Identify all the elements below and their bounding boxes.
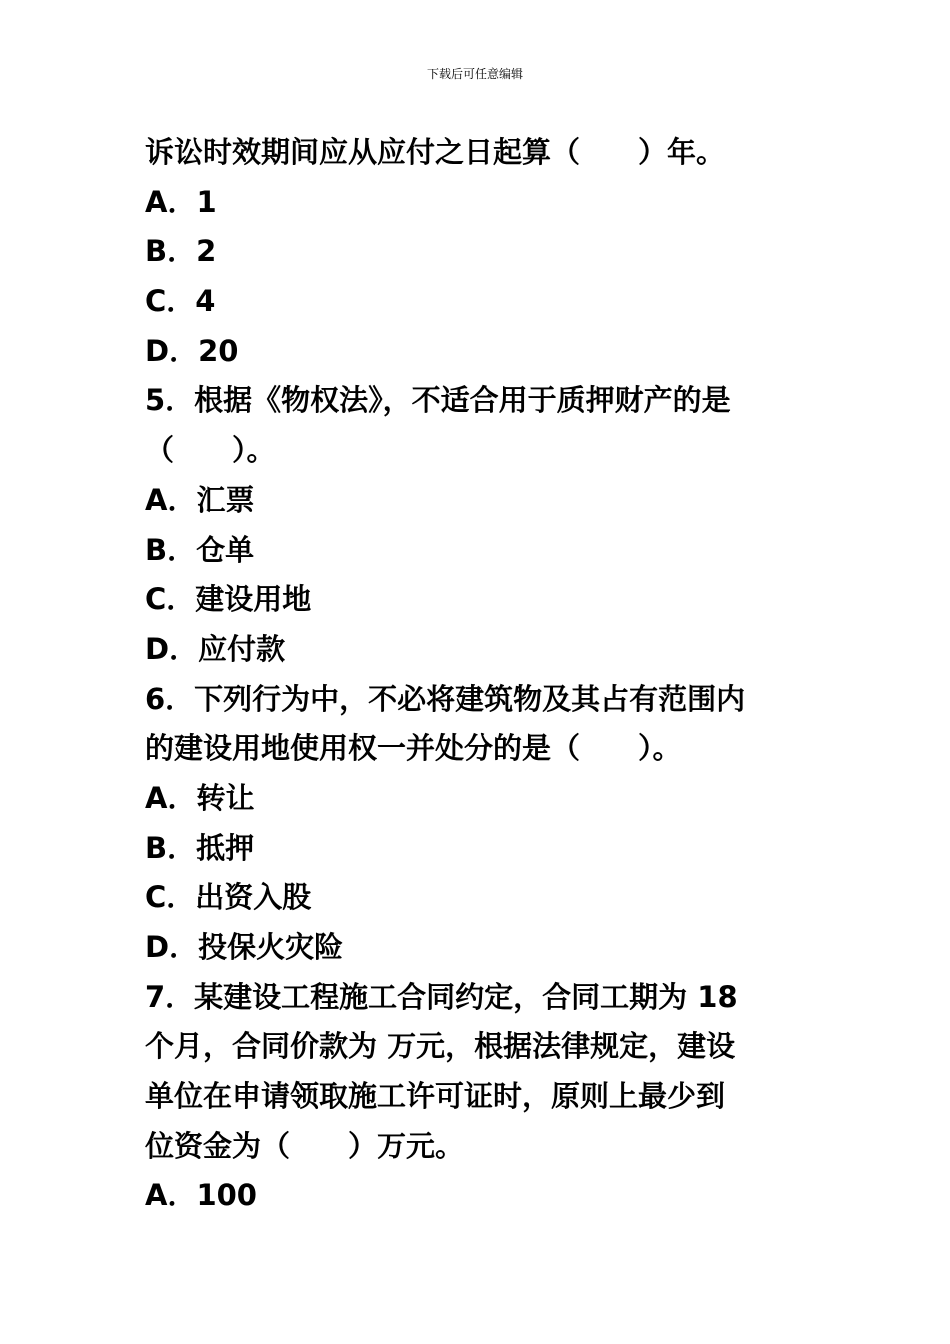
question-6-option-c: C．出资入股 <box>145 880 312 915</box>
question-6-stem-line-1: 6．下列行为中，不必将建筑物及其占有范围内 <box>145 681 746 716</box>
question-5-option-a: A．汇票 <box>145 482 255 517</box>
question-5-stem-line-1: 5．根据《物权法》，不适合用于质押财产的是 <box>145 383 731 418</box>
question-4-stem-end: 诉讼时效期间应从应付之日起算（ ）年。 <box>145 135 726 169</box>
question-7-option-a: A．100 <box>145 1178 257 1213</box>
page-header: 下载后可任意编辑 <box>426 67 523 81</box>
question-5-stem-line-2: （ ）。 <box>145 433 276 468</box>
question-5-option-b: B．仓单 <box>145 532 255 567</box>
question-7-stem-line-2: 个月，合同价款为 万元，根据法律规定，建设 <box>145 1029 736 1064</box>
question-7-stem-line-1: 7．某建设工程施工合同约定，合同工期为 18 <box>145 979 738 1014</box>
question-7-stem-line-3: 单位在申请领取施工许可证时，原则上最少到 <box>145 1079 726 1114</box>
question-4-option-b: B．2 <box>145 234 217 269</box>
question-6-option-b: B．抵押 <box>145 830 255 865</box>
question-5-option-d: D．应付款 <box>145 631 286 666</box>
question-6-stem-line-2: 的建设用地使用权一并处分的是（ ）。 <box>145 731 682 766</box>
question-4-option-d: D．20 <box>145 333 239 368</box>
question-4-option-a: A．1 <box>145 184 217 219</box>
question-6-option-d: D．投保火灾险 <box>145 930 344 964</box>
question-7-stem-line-4: 位资金为（ ）万元。 <box>145 1128 465 1163</box>
document-body <box>145 128 825 1221</box>
question-5-option-c: C．建设用地 <box>145 582 312 617</box>
question-6-option-a: A．转让 <box>145 780 255 815</box>
question-4-option-c: C．4 <box>145 284 216 319</box>
